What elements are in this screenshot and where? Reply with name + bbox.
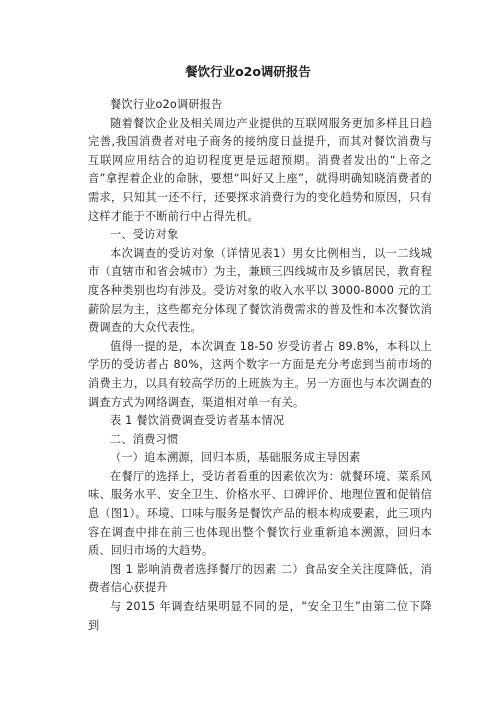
document-title: 餐饮行业o2o调研报告 <box>185 64 311 79</box>
document-body <box>88 96 432 635</box>
figure-caption: 图 1 影响消费者选择餐厅的因素 二）食品安全关注度降低，消费者信心获提升 <box>88 562 432 595</box>
paragraph-safety: 与 2015 年调查结果明显不同的是，“安全卫生”由第二位下降到 <box>88 600 432 632</box>
subheading-basics: （一）追本溯源，回归本质，基础服务成主导因素 <box>110 451 361 465</box>
heading-habits: 二、消费习惯 <box>110 432 179 446</box>
paragraph-subtitle: 餐饮行业o2o调研报告 <box>110 98 223 111</box>
paragraph-demographics: 值得一提的是，本次调查 18-50 岁受访者占 89.8%，本科以上学历的受访者占 80%，这两个数字一方面是充分考虑到当前市场的消费主力，以具有较高学历的上班族为主。另一方面也与本次调查的调查方式为网络调查，渠道相对单一有关。 <box>88 339 432 409</box>
heading-respondents: 一、受访对象 <box>110 228 179 242</box>
paragraph-factors: 在餐厅的选择上，受访者看重的因素依次为：就餐环境、菜系风味、服务水平、安全卫生、价格水平、口碑评价、地理位置和促销信息（图1）。环境、口味与服务是餐饮产品的根本构成要素，此三项内容在调查中排在前三也体现出整个餐饮行业重新追本溯源，回归本质、回归市场的大趋势。 <box>88 469 432 558</box>
paragraph-intro: 随着餐饮企业及相关周边产业提供的互联网服务更加多样且日趋完善,我国消费者对电子商务的接纳度日益提升，而其对餐饮消费与互联网应用结合的迫切程度更是远超预期。消费者发出的“上帝之音”拿捏着企业的命脉，要想“叫好又上座”，就得明确知晓消费者的需求，只知其一还不行，还要探求消费行为的变化趋势和原因，只有这样才能于不断前行中占得先机。 <box>88 116 432 223</box>
paragraph-respondents: 本次调查的受访对象（详情见表1）男女比例相当，以一二线城市（直辖市和省会城市）为主，兼顾三四线城市及乡镇居民，教育程度各种类别也均有涉及。受访对象的收入水平以 3000-8000 元的工薪阶层为主，这些都充分体现了餐饮消费需求的普及性和本次餐饮消费调查的大众代表性。 <box>88 246 432 335</box>
table-caption: 表 1 餐饮消费调查受访者基本情况 <box>110 414 285 428</box>
